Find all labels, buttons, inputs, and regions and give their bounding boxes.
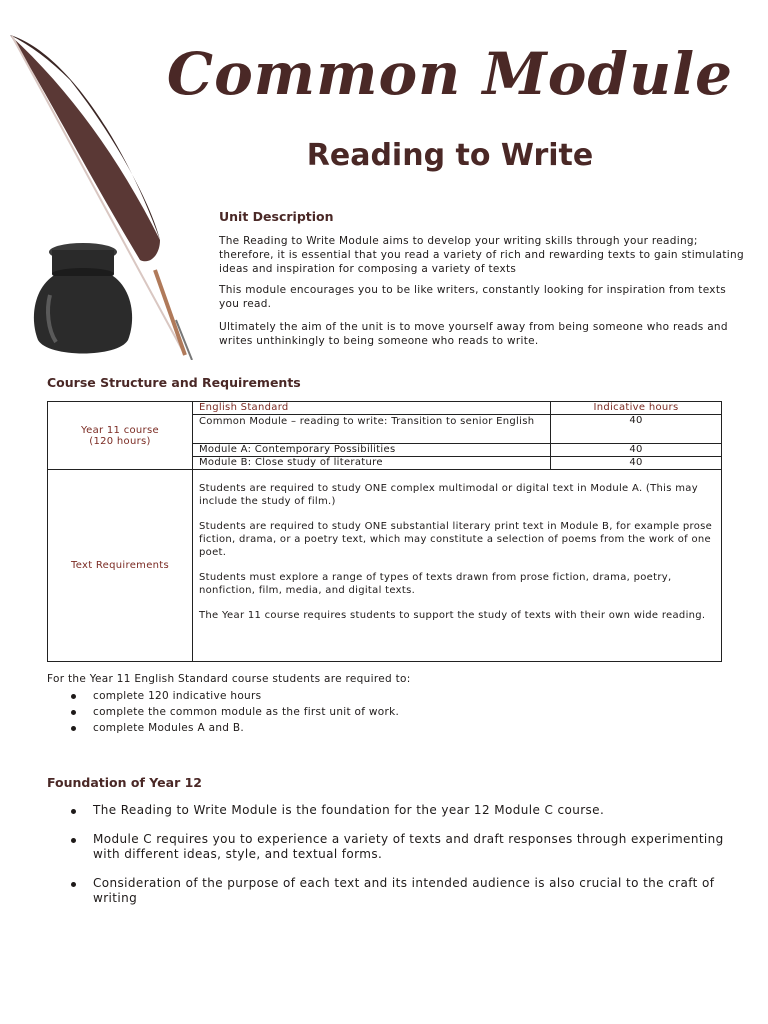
- list-item-text: complete the common module as the first unit of work.: [93, 706, 400, 718]
- foundation-list: [47, 803, 727, 920]
- text-requirements-label: Text Requirements: [48, 470, 193, 662]
- bullet-icon: [71, 809, 76, 814]
- list-item: [47, 688, 399, 704]
- text-requirement-item: Students must explore a range of types of texts drawn from prose fiction, drama, poetry, nonfiction, film, media, and digital texts.: [199, 572, 672, 596]
- module-name: Module A: Contemporary Possibilities: [193, 444, 551, 457]
- course-structure-table: [47, 401, 722, 662]
- list-item: [47, 704, 399, 720]
- page-title: Common Module: [166, 40, 734, 108]
- bullet-icon: [71, 882, 76, 887]
- year11-course-label: [48, 402, 193, 470]
- bullet-icon: [71, 838, 76, 843]
- text-requirements-cell: [193, 470, 722, 662]
- requirements-list: [47, 688, 399, 736]
- text-requirement-item: The Year 11 course requires students to support the study of texts with their own wide reading.: [199, 610, 706, 621]
- module-name: Module B: Close study of literature: [193, 457, 551, 470]
- inkpot-icon: [28, 240, 138, 358]
- column-header-english-standard: English Standard: [193, 402, 551, 415]
- module-hours: 40: [551, 457, 722, 470]
- unit-description-paragraph: The Reading to Write Module aims to develop your writing skills through your reading; therefore, it is essential that you read a variety of rich and rewarding texts to gain stimulating ideas and inspiration for composing a variety of texts: [219, 235, 744, 275]
- list-item: [47, 720, 399, 736]
- column-header-indicative-hours: Indicative hours: [551, 402, 722, 415]
- list-item-text: The Reading to Write Module is the foundation for the year 12 Module C course.: [93, 803, 605, 817]
- bullet-icon: [71, 726, 76, 731]
- module-hours: 40: [551, 415, 722, 444]
- list-item: [47, 876, 727, 906]
- list-item: [47, 832, 727, 862]
- bullet-icon: [71, 710, 76, 715]
- course-structure-heading: Course Structure and Requirements: [47, 375, 301, 390]
- list-item-text: complete Modules A and B.: [93, 722, 245, 734]
- year11-course-label-line2: (120 hours): [89, 435, 151, 447]
- text-requirement-item: Students are required to study ONE complex multimodal or digital text in Module A. (This may include the study of film.): [199, 483, 698, 507]
- page-subtitle: Reading to Write: [306, 138, 594, 173]
- unit-description-paragraph: This module encourages you to be like writers, constantly looking for inspiration from texts you read.: [219, 284, 727, 310]
- requirements-intro: For the Year 11 English Standard course students are required to:: [47, 673, 411, 685]
- unit-description-paragraph: Ultimately the aim of the unit is to move yourself away from being someone who reads and writes unthinkingly to being someone who reads to write.: [219, 321, 728, 347]
- foundation-heading: Foundation of Year 12: [47, 775, 203, 790]
- list-item-text: complete 120 indicative hours: [93, 690, 262, 702]
- module-hours: 40: [551, 444, 722, 457]
- module-name: Common Module – reading to write: Transition to senior English: [193, 415, 551, 444]
- list-item-text: Consideration of the purpose of each text and its intended audience is also crucial to the craft of writing: [93, 876, 715, 905]
- bullet-icon: [71, 694, 76, 699]
- list-item-text: Module C requires you to experience a variety of texts and draft responses through experimenting with different ideas, style, and textual forms.: [93, 832, 724, 861]
- text-requirement-item: Students are required to study ONE substantial literary print text in Module B, for example prose fiction, drama, or a poetry text, which may constitute a selection of poems from the work of one poet.: [199, 521, 713, 558]
- unit-description-heading: Unit Description: [219, 209, 334, 224]
- list-item: [47, 803, 727, 818]
- year11-course-label-line1: Year 11 course: [81, 424, 159, 436]
